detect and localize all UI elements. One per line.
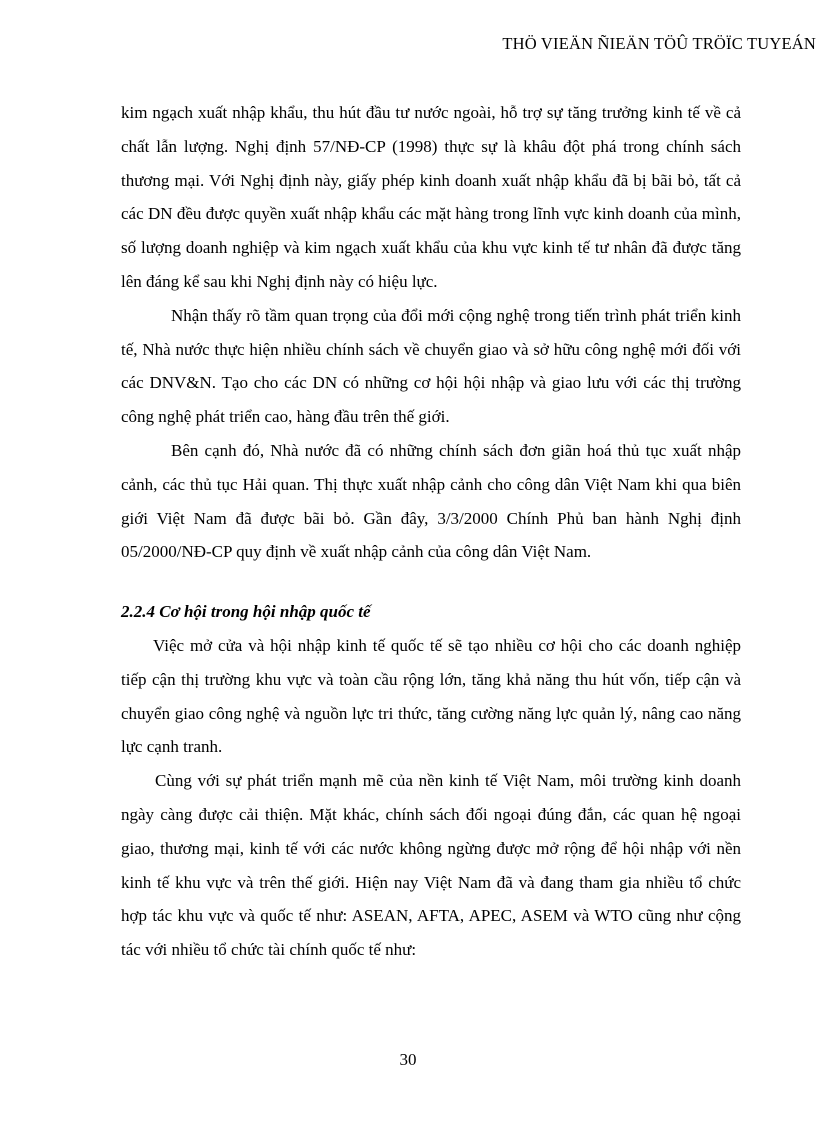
paragraph-export-policy: kim ngạch xuất nhập khẩu, thu hút đầu tư nước ngoài, hỗ trợ sự tăng trưởng kinh tế về cả chất lẫn lượng. Nghị định 57/NĐ-CP (1998) thực sự là khâu đột phá trong chính sách thương mại. Với Nghị định này, giấy phép kinh doanh xuất nhập khẩu đã bị bãi bỏ, tất cả các DN đều được quyền xuất nhập khẩu các mặt hàng trong lĩnh vực kinh doanh của mình, số lượng doanh nghiệp và kim ngạch xuất khẩu của khu vực kinh tế tư nhân đã được tăng lên đáng kể sau khi Nghị định này có hiệu lực.	[121, 103, 741, 291]
paragraph-immigration-policy: Bên cạnh đó, Nhà nước đã có những chính sách đơn giãn hoá thủ tục xuất nhập cảnh, các thủ tục Hải quan. Thị thực xuất nhập cảnh cho công dân Việt Nam khi qua biên giới Việt Nam đã được bãi bỏ. Gần đây, 3/3/2000 Chính Phủ ban hành Nghị định 05/2000/NĐ-CP quy định về xuất nhập cảnh của công dân Việt Nam.	[121, 440, 741, 562]
paragraph-economic-development: Cùng với sự phát triển mạnh mẽ của nền kinh tế Việt Nam, môi trường kinh doanh ngày càng được cải thiện. Mặt khác, chính sách đối ngoại đúng đắn, các quan hệ ngoại giao, thương mại, kinh tế với các nước không ngừng được mở rộng để hội nhập với nền kinh tế khu vực và trên thế giới. Hiện nay Việt Nam đã và đang tham gia nhiều tổ chức hợp tác khu vực và quốc tế như: ASEAN, AFTA, APEC, ASEM và WTO cũng như cộng tác với nhiều tổ chức tài chính quốc tế như:	[121, 771, 741, 960]
document-body	[121, 96, 741, 967]
page-number: 30	[399, 1050, 417, 1069]
paragraph-integration-opportunities: Việc mở cửa và hội nhập kinh tế quốc tế sẽ tạo nhiều cơ hội cho các doanh nghiệp tiếp cận thị trường khu vực và toàn cầu rộng lớn, tăng khả năng thu hút vốn, tiếp cận và chuyển giao công nghệ và nguồn lực tri thức, tăng cường năng lực quản lý, nâng cao năng lực cạnh tranh.	[121, 635, 741, 757]
paragraph-technology-policy: Nhận thấy rõ tầm quan trọng của đổi mới cộng nghệ trong tiến trình phát triển kinh tế, Nhà nước thực hiện nhiều chính sách về chuyển giao và sở hữu công nghệ mới đối với các DNV&N. Tạo cho các DN có những cơ hội hội nhập và giao lưu với các thị trường công nghệ phát triển cao, hàng đầu trên thế giới.	[121, 305, 741, 427]
section-heading: 2.2.4 Cơ hội trong hội nhập quốc tế	[121, 602, 371, 622]
page-header: THÖ VIEÄN ÑIEÄN TÖÛ TRÖÏC TUYEÁN	[502, 34, 816, 53]
